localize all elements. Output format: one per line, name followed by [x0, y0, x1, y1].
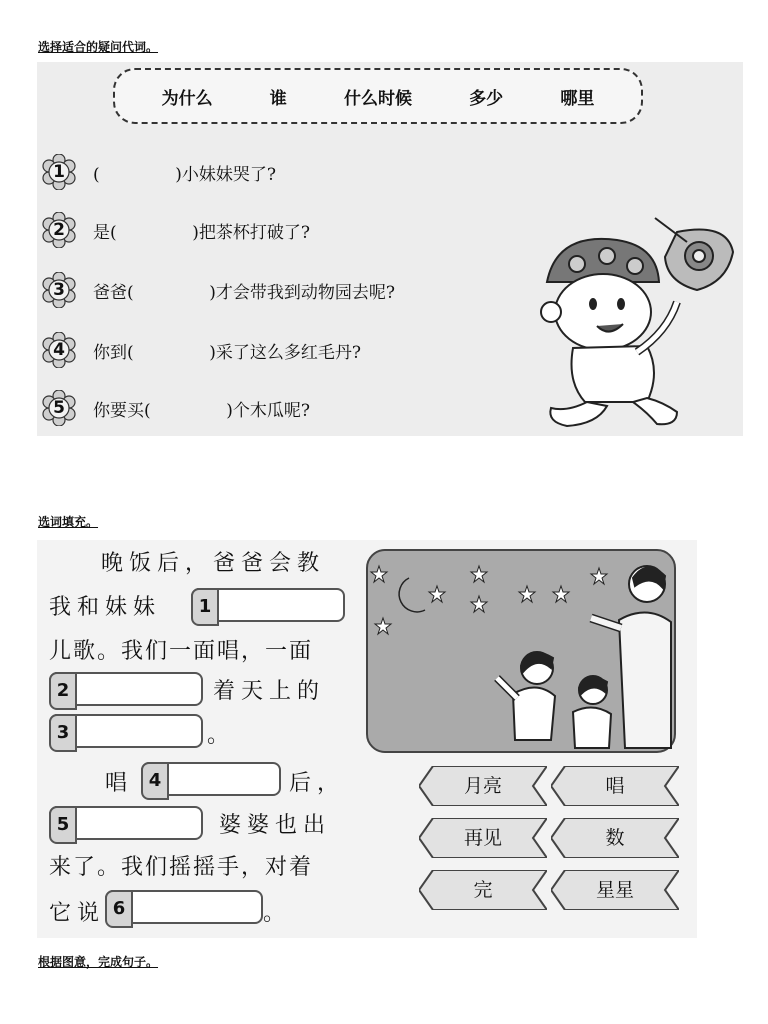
- section2-heading: 选词填充。: [38, 515, 99, 529]
- flower-number-icon: 5: [41, 390, 77, 426]
- passage-line: 。: [207, 723, 236, 748]
- word-bank: [113, 68, 643, 124]
- passage-line: 它说: [49, 901, 106, 926]
- word-bank-item: 什么时候: [343, 88, 412, 109]
- question-row[interactable]: [41, 270, 395, 310]
- flower-number-icon: 1: [41, 154, 77, 190]
- boy-illustration: [537, 212, 737, 434]
- passage-line: 来了。我们摇摇手，对着: [49, 855, 314, 880]
- section3-heading: 根据图意，完成句子。: [38, 955, 159, 969]
- passage-line: 着天上的: [213, 679, 326, 704]
- question-text: 爸爸( )才会带我到动物园去呢?: [93, 282, 396, 303]
- question-text: 你到( )采了这么多红毛丹?: [93, 342, 362, 363]
- question-row[interactable]: [41, 388, 310, 428]
- word-bank-item: 哪里: [560, 88, 595, 109]
- fill-in-panel: 晚饭后，爸爸会教 我和妹妹 1 儿歌。我们一面唱，一面 2 着天上的 3 。 唱 4 后， 5 婆婆也出 来了。我们摇摇手，对着 它说 6 。 月亮 唱 再见 数 完 星星: [37, 540, 697, 938]
- question-row[interactable]: [41, 210, 310, 250]
- answer-blank-2[interactable]: 2: [49, 672, 203, 706]
- flower-number-icon: 4: [41, 332, 77, 368]
- section1-heading: 选择适合的疑问代词。: [38, 40, 159, 54]
- passage-line: 晚饭后，爸爸会教: [101, 551, 326, 576]
- word-bank-item: 谁: [269, 88, 287, 109]
- passage-line: 后，: [289, 771, 346, 796]
- answer-blank-3[interactable]: 3: [49, 714, 203, 748]
- answer-blank-5[interactable]: 5: [49, 806, 203, 840]
- passage-line: 婆婆也出: [219, 813, 332, 838]
- word-bank-item: 多少: [469, 88, 504, 109]
- answer-blank-6[interactable]: 6: [105, 890, 263, 924]
- passage-line: 唱: [105, 771, 134, 796]
- question-row[interactable]: [41, 330, 361, 370]
- passage-line: 我和妹妹: [49, 595, 162, 620]
- answer-blank-4[interactable]: 4: [141, 762, 281, 796]
- question-row[interactable]: [41, 152, 276, 192]
- flower-number-icon: 3: [41, 272, 77, 308]
- passage-line: 儿歌。我们一面唱，一面: [49, 639, 314, 664]
- night-sky-illustration: [365, 548, 677, 754]
- word-bank-item: 为什么: [161, 88, 213, 109]
- passage-line: 。: [263, 901, 292, 926]
- question-panel: [37, 62, 743, 436]
- question-text: 你要买( )个木瓜呢?: [93, 400, 311, 421]
- answer-blank-1[interactable]: 1: [191, 588, 345, 622]
- question-text: ( )小妹妹哭了?: [93, 164, 277, 185]
- question-text: 是( )把茶杯打破了?: [93, 222, 311, 243]
- flower-number-icon: 2: [41, 212, 77, 248]
